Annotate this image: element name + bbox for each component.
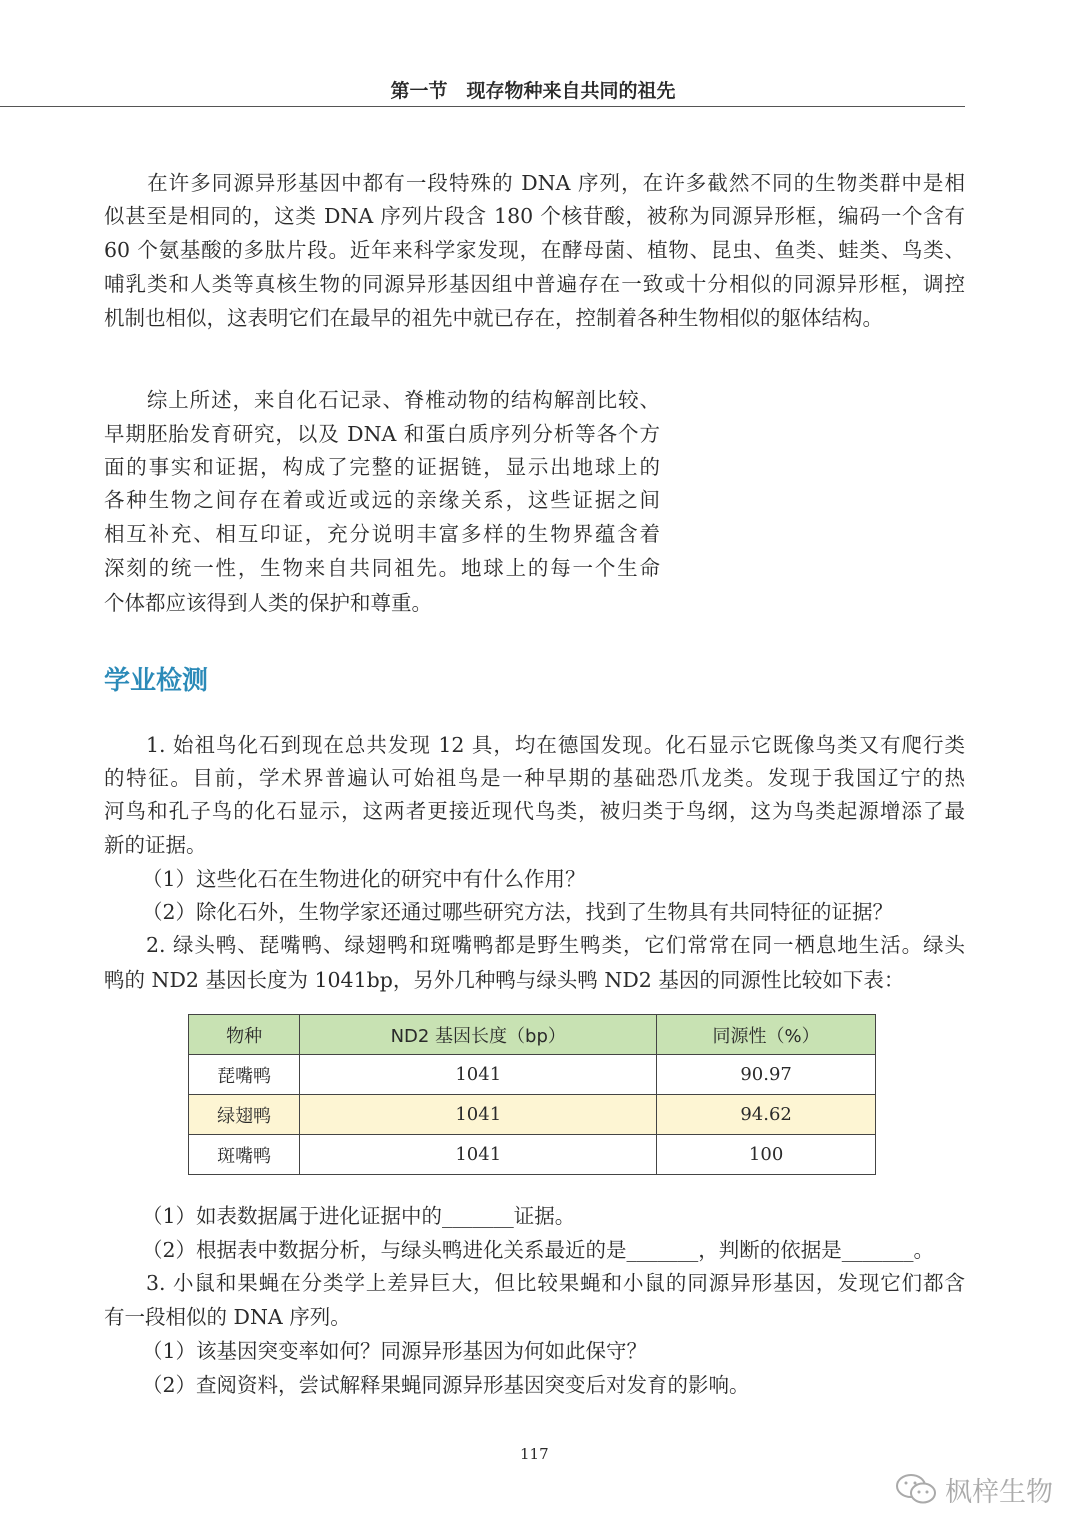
watermark-text: 枫梓生物 xyxy=(945,1477,1053,1508)
cell-length: 1041 xyxy=(300,1095,657,1135)
cell-species: 斑嘴鸭 xyxy=(189,1135,300,1175)
wechat-icon xyxy=(895,1472,939,1508)
cell-homology: 94.62 xyxy=(657,1095,876,1135)
question-line: （1）该基因突变率如何？同源异形基因为何如此保守？ xyxy=(142,1339,648,1363)
para2-line: 深刻的统一性，生物来自共同祖先。地球上的每一个生命 xyxy=(104,556,660,580)
homology-table xyxy=(188,1014,876,1175)
para1-line: 在许多同源异形基因中都有一段特殊的 DNA 序列，在许多截然不同的生物类群中是相 xyxy=(104,171,965,195)
cell-species: 琵嘴鸭 xyxy=(189,1055,300,1095)
running-header: 第一节 现存物种来自共同的祖先 xyxy=(390,80,676,102)
table-row xyxy=(189,1095,876,1135)
table-row xyxy=(189,1135,876,1175)
para2-line: 综上所述，来自化石记录、脊椎动物的结构解剖比较、 xyxy=(104,388,660,412)
cell-species: 绿翅鸭 xyxy=(189,1095,300,1135)
header-rule xyxy=(0,106,965,107)
para2-line: 各种生物之间存在着或近或远的亲缘关系，这些证据之间 xyxy=(104,488,660,512)
question-line: （2）除化石外，生物学家还通过哪些研究方法，找到了生物具有共同特征的证据？ xyxy=(142,900,894,924)
question-line: （2）查阅资料，尝试解释果蝇同源异形基因突变后对发育的影响。 xyxy=(142,1373,750,1397)
col-header: 物种 xyxy=(189,1015,300,1055)
col-header: ND2 基因长度（bp） xyxy=(300,1015,657,1055)
question-line: （1）如表数据属于进化证据中的_______证据。 xyxy=(142,1204,576,1228)
para2-line: 面的事实和证据，构成了完整的证据链，显示出地球上的 xyxy=(104,455,660,479)
para1-line: 60 个氨基酸的多肽片段。近年来科学家发现，在酵母菌、植物、昆虫、鱼类、蛙类、鸟类、 xyxy=(104,238,965,262)
cell-length: 1041 xyxy=(300,1055,657,1095)
question-line: 新的证据。 xyxy=(104,833,207,857)
cell-homology: 100 xyxy=(657,1135,876,1175)
question-line: 1. 始祖鸟化石到现在总共发现 12 具，均在德国发现。化石显示它既像鸟类又有爬行类 xyxy=(146,733,965,757)
question-line: （1）这些化石在生物进化的研究中有什么作用？ xyxy=(142,867,586,891)
cell-length: 1041 xyxy=(300,1135,657,1175)
para1-line: 哺乳类和人类等真核生物的同源异形基因组中普遍存在一致或十分相似的同源异形框，调控 xyxy=(104,272,965,296)
para1-line: 似甚至是相同的，这类 DNA 序列片段含 180 个核苷酸，被称为同源异形框，编码一个含有 xyxy=(104,204,965,228)
question-line: 河鸟和孔子鸟的化石显示，这两者更接近现代鸟类，被归类于鸟纲，这为鸟类起源增添了最 xyxy=(104,799,965,823)
question-line: 的特征。目前，学术界普遍认可始祖鸟是一种早期的基础恐爪龙类。发现于我国辽宁的热 xyxy=(104,766,965,790)
table-header-row xyxy=(189,1015,876,1055)
watermark xyxy=(895,1470,1053,1509)
page-number: 117 xyxy=(520,1445,549,1463)
para1-line: 机制也相似，这表明它们在最早的祖先中就已存在，控制着各种生物相似的躯体结构。 xyxy=(104,306,883,330)
question-line: 3. 小鼠和果蝇在分类学上差异巨大，但比较果蝇和小鼠的同源异形基因，发现它们都含 xyxy=(146,1271,965,1295)
section-title: 学业检测 xyxy=(104,666,209,696)
para2-line: 相互补充、相互印证，充分说明丰富多样的生物界蕴含着 xyxy=(104,522,660,546)
question-line: 有一段相似的 DNA 序列。 xyxy=(104,1305,351,1329)
question-line: 2. 绿头鸭、琵嘴鸭、绿翅鸭和斑嘴鸭都是野生鸭类，它们常常在同一栖息地生活。绿头 xyxy=(146,933,965,957)
question-line: （2）根据表中数据分析，与绿头鸭进化关系最近的是_______，判断的依据是_______。 xyxy=(142,1238,935,1262)
table-row xyxy=(189,1055,876,1095)
question-line: 鸭的 ND2 基因长度为 1041bp，另外几种鸭与绿头鸭 ND2 基因的同源性比较如下表： xyxy=(104,968,905,992)
para2-line: 个体都应该得到人类的保护和尊重。 xyxy=(104,591,432,615)
para2-line: 早期胚胎发育研究，以及 DNA 和蛋白质序列分析等各个方 xyxy=(104,422,660,446)
col-header: 同源性（%） xyxy=(657,1015,876,1055)
cell-homology: 90.97 xyxy=(657,1055,876,1095)
